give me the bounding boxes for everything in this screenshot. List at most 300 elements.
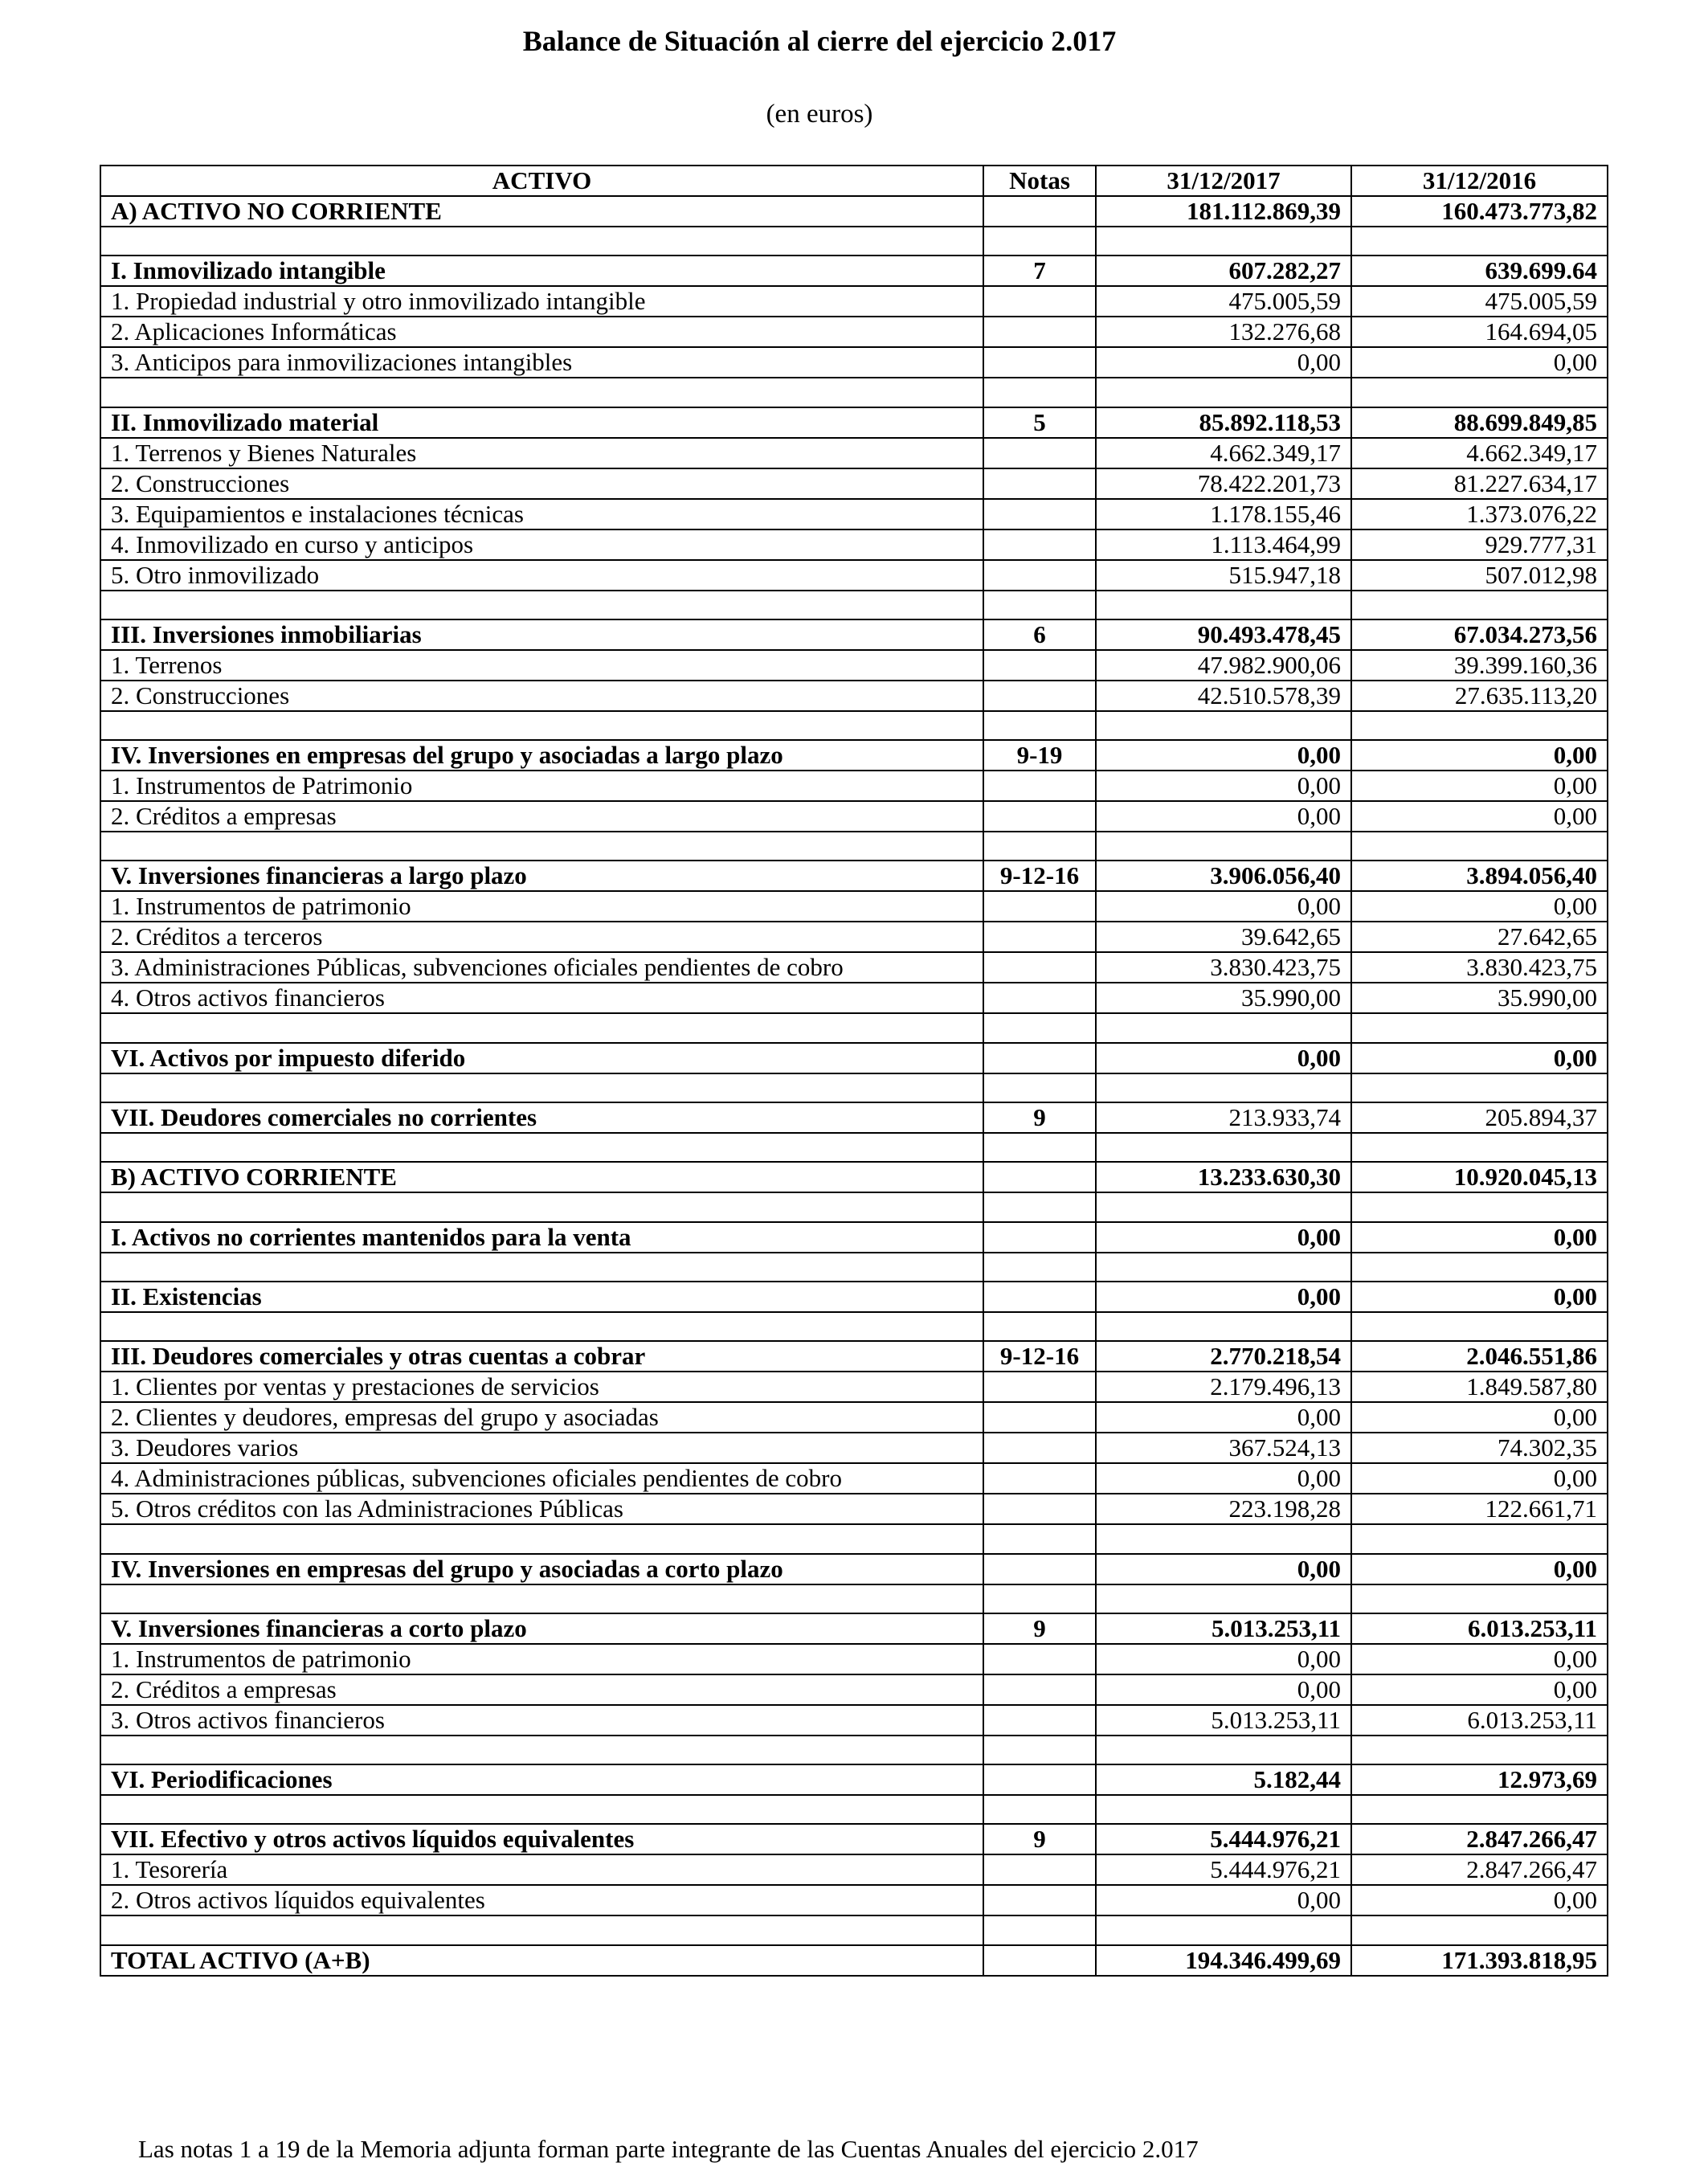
value-2017: 5.013.253,11 (1096, 1613, 1351, 1644)
row-label: 1. Instrumentos de patrimonio (100, 1644, 983, 1674)
row-label: 1. Terrenos y Bienes Naturales (100, 438, 983, 468)
section-row (100, 1043, 1608, 1073)
row-label: 4. Administraciones públicas, subvenciones oficiales pendientes de cobro (100, 1463, 983, 1494)
value-2016: 0,00 (1351, 1885, 1608, 1915)
row-notes (983, 1644, 1096, 1674)
empty-cell (1351, 378, 1608, 407)
empty-cell (1096, 1192, 1351, 1221)
value-2016: 0,00 (1351, 1402, 1608, 1433)
empty-cell (100, 378, 983, 407)
footnote: Las notas 1 a 19 de la Memoria adjunta forman parte integrante de las Cuentas Anuales del ejercicio 2.017 (138, 2135, 1199, 2163)
row-notes (983, 1854, 1096, 1885)
empty-cell (100, 1073, 983, 1102)
row-label: VI. Periodificaciones (100, 1764, 983, 1795)
section-row (100, 1222, 1608, 1253)
empty-cell (1351, 1192, 1608, 1221)
section-row (100, 619, 1608, 650)
value-2017: 2.179.496,13 (1096, 1372, 1351, 1402)
item-row (100, 801, 1608, 832)
row-notes: 9 (983, 1102, 1096, 1133)
row-label: VII. Efectivo y otros activos líquidos equivalentes (100, 1824, 983, 1854)
empty-cell (1096, 1312, 1351, 1341)
blank-row (100, 1524, 1608, 1553)
value-2016: 27.642,65 (1351, 922, 1608, 952)
row-notes (983, 1433, 1096, 1463)
value-2017: 223.198,28 (1096, 1494, 1351, 1524)
value-2016: 6.013.253,11 (1351, 1705, 1608, 1736)
row-notes (983, 1282, 1096, 1312)
blank-row (100, 711, 1608, 740)
header-2017: 31/12/2017 (1096, 166, 1351, 196)
value-2017: 42.510.578,39 (1096, 681, 1351, 711)
item-row (100, 438, 1608, 468)
row-notes: 9 (983, 1613, 1096, 1644)
value-2017: 0,00 (1096, 891, 1351, 922)
row-notes: 9-12-16 (983, 1341, 1096, 1372)
value-2016: 2.847.266,47 (1351, 1854, 1608, 1885)
value-2016: 0,00 (1351, 1463, 1608, 1494)
item-row (100, 560, 1608, 591)
row-label: 3. Administraciones Públicas, subvenciones oficiales pendientes de cobro (100, 952, 983, 983)
blank-row (100, 227, 1608, 256)
empty-cell (983, 1915, 1096, 1944)
row-label: 2. Aplicaciones Informáticas (100, 317, 983, 347)
row-label: VII. Deudores comerciales no corrientes (100, 1102, 983, 1133)
empty-cell (100, 1736, 983, 1764)
empty-cell (1096, 832, 1351, 861)
row-notes (983, 1463, 1096, 1494)
row-notes (983, 1372, 1096, 1402)
value-2017: 90.493.478,45 (1096, 619, 1351, 650)
item-row (100, 1644, 1608, 1674)
row-label: 2. Construcciones (100, 681, 983, 711)
empty-cell (983, 1192, 1096, 1221)
item-row (100, 1494, 1608, 1524)
value-2017: 5.013.253,11 (1096, 1705, 1351, 1736)
value-2017: 367.524,13 (1096, 1433, 1351, 1463)
value-2017: 0,00 (1096, 771, 1351, 801)
value-2016: 507.012,98 (1351, 560, 1608, 591)
row-notes (983, 1494, 1096, 1524)
row-notes: 9 (983, 1824, 1096, 1854)
empty-cell (100, 832, 983, 861)
empty-cell (1096, 1524, 1351, 1553)
row-label: III. Deudores comerciales y otras cuentas a cobrar (100, 1341, 983, 1372)
row-label: IV. Inversiones en empresas del grupo y asociadas a corto plazo (100, 1554, 983, 1584)
row-label: 2. Otros activos líquidos equivalentes (100, 1885, 983, 1915)
section-row (100, 1945, 1608, 1976)
value-2017: 515.947,18 (1096, 560, 1351, 591)
row-label: 1. Instrumentos de Patrimonio (100, 771, 983, 801)
row-label: A) ACTIVO NO CORRIENTE (100, 196, 983, 227)
value-2017: 607.282,27 (1096, 256, 1351, 286)
row-notes (983, 681, 1096, 711)
value-2016: 639.699.64 (1351, 256, 1608, 286)
row-notes (983, 1554, 1096, 1584)
row-label: 1. Terrenos (100, 650, 983, 681)
row-label: 4. Inmovilizado en curso y anticipos (100, 529, 983, 560)
row-notes (983, 1885, 1096, 1915)
empty-cell (983, 1253, 1096, 1282)
section-row (100, 196, 1608, 227)
item-row (100, 650, 1608, 681)
empty-cell (1351, 1013, 1608, 1042)
value-2016: 205.894,37 (1351, 1102, 1608, 1133)
value-2016: 164.694,05 (1351, 317, 1608, 347)
row-notes (983, 650, 1096, 681)
row-label: 1. Instrumentos de patrimonio (100, 891, 983, 922)
value-2017: 475.005,59 (1096, 286, 1351, 317)
empty-cell (983, 1312, 1096, 1341)
row-notes: 9-19 (983, 740, 1096, 771)
item-row (100, 317, 1608, 347)
row-label: 3. Equipamientos e instalaciones técnicas (100, 499, 983, 529)
value-2017: 47.982.900,06 (1096, 650, 1351, 681)
value-2016: 0,00 (1351, 347, 1608, 378)
empty-cell (100, 1312, 983, 1341)
row-label: 2. Créditos a terceros (100, 922, 983, 952)
value-2016: 12.973,69 (1351, 1764, 1608, 1795)
empty-cell (983, 1795, 1096, 1824)
row-notes (983, 771, 1096, 801)
value-2016: 0,00 (1351, 1644, 1608, 1674)
value-2017: 13.233.630,30 (1096, 1162, 1351, 1192)
value-2017: 0,00 (1096, 1463, 1351, 1494)
empty-cell (983, 1736, 1096, 1764)
row-label: 2. Créditos a empresas (100, 1674, 983, 1705)
row-label: V. Inversiones financieras a largo plazo (100, 861, 983, 891)
row-notes (983, 952, 1096, 983)
header-row (100, 166, 1608, 196)
row-notes (983, 317, 1096, 347)
empty-cell (1351, 227, 1608, 256)
value-2017: 0,00 (1096, 740, 1351, 771)
section-row (100, 256, 1608, 286)
value-2017: 5.182,44 (1096, 1764, 1351, 1795)
empty-cell (983, 1073, 1096, 1102)
item-row (100, 1674, 1608, 1705)
row-notes (983, 1764, 1096, 1795)
empty-cell (100, 1013, 983, 1042)
value-2016: 160.473.773,82 (1351, 196, 1608, 227)
document-title: Balance de Situación al cierre del ejercicio 2.017 (522, 25, 1117, 57)
value-2017: 3.830.423,75 (1096, 952, 1351, 983)
value-2017: 1.178.155,46 (1096, 499, 1351, 529)
value-2016: 0,00 (1351, 771, 1608, 801)
item-row (100, 1433, 1608, 1463)
value-2016: 3.830.423,75 (1351, 952, 1608, 983)
row-label: B) ACTIVO CORRIENTE (100, 1162, 983, 1192)
value-2016: 122.661,71 (1351, 1494, 1608, 1524)
header-notas: Notas (983, 166, 1096, 196)
item-row (100, 529, 1608, 560)
item-row (100, 1705, 1608, 1736)
blank-row (100, 1192, 1608, 1221)
value-2016: 475.005,59 (1351, 286, 1608, 317)
value-2017: 0,00 (1096, 1282, 1351, 1312)
section-row (100, 1764, 1608, 1795)
row-notes (983, 801, 1096, 832)
value-2017: 4.662.349,17 (1096, 438, 1351, 468)
value-2016: 4.662.349,17 (1351, 438, 1608, 468)
empty-cell (100, 1584, 983, 1613)
value-2017: 0,00 (1096, 801, 1351, 832)
value-2016: 10.920.045,13 (1351, 1162, 1608, 1192)
empty-cell (100, 1253, 983, 1282)
empty-cell (983, 1584, 1096, 1613)
blank-row (100, 1133, 1608, 1162)
section-row (100, 1554, 1608, 1584)
value-2016: 0,00 (1351, 891, 1608, 922)
item-row (100, 1463, 1608, 1494)
value-2017: 0,00 (1096, 1222, 1351, 1253)
value-2016: 929.777,31 (1351, 529, 1608, 560)
value-2017: 1.113.464,99 (1096, 529, 1351, 560)
value-2016: 81.227.634,17 (1351, 468, 1608, 499)
row-notes (983, 1402, 1096, 1433)
empty-cell (100, 1192, 983, 1221)
section-row (100, 1341, 1608, 1372)
empty-cell (100, 1133, 983, 1162)
item-row (100, 286, 1608, 317)
empty-cell (100, 227, 983, 256)
row-notes: 5 (983, 407, 1096, 438)
row-label: IV. Inversiones en empresas del grupo y asociadas a largo plazo (100, 740, 983, 771)
empty-cell (1351, 832, 1608, 861)
blank-row (100, 1013, 1608, 1042)
row-notes (983, 1705, 1096, 1736)
section-row (100, 1824, 1608, 1854)
empty-cell (1351, 1133, 1608, 1162)
row-label: I. Activos no corrientes mantenidos para la venta (100, 1222, 983, 1253)
row-label: II. Inmovilizado material (100, 407, 983, 438)
empty-cell (983, 591, 1096, 619)
value-2016: 39.399.160,36 (1351, 650, 1608, 681)
blank-row (100, 1584, 1608, 1613)
empty-cell (983, 1133, 1096, 1162)
empty-cell (983, 832, 1096, 861)
value-2016: 67.034.273,56 (1351, 619, 1608, 650)
empty-cell (983, 711, 1096, 740)
header-activo: ACTIVO (100, 166, 983, 196)
item-row (100, 468, 1608, 499)
empty-cell (983, 1524, 1096, 1553)
section-row (100, 740, 1608, 771)
row-notes (983, 438, 1096, 468)
value-2017: 0,00 (1096, 1644, 1351, 1674)
row-notes (983, 1945, 1096, 1976)
value-2016: 2.847.266,47 (1351, 1824, 1608, 1854)
value-2016: 35.990,00 (1351, 983, 1608, 1013)
blank-row (100, 1736, 1608, 1764)
row-label: VI. Activos por impuesto diferido (100, 1043, 983, 1073)
empty-cell (100, 711, 983, 740)
value-2017: 2.770.218,54 (1096, 1341, 1351, 1372)
row-notes (983, 196, 1096, 227)
empty-cell (983, 378, 1096, 407)
value-2017: 78.422.201,73 (1096, 468, 1351, 499)
value-2016: 3.894.056,40 (1351, 861, 1608, 891)
item-row (100, 771, 1608, 801)
empty-cell (1096, 1736, 1351, 1764)
empty-cell (100, 1915, 983, 1944)
value-2017: 39.642,65 (1096, 922, 1351, 952)
value-2017: 0,00 (1096, 1043, 1351, 1073)
section-row (100, 861, 1608, 891)
value-2017: 0,00 (1096, 1402, 1351, 1433)
section-row (100, 407, 1608, 438)
value-2016: 0,00 (1351, 1282, 1608, 1312)
empty-cell (1351, 711, 1608, 740)
row-notes (983, 1222, 1096, 1253)
row-label: TOTAL ACTIVO (A+B) (100, 1945, 983, 1976)
empty-cell (100, 1795, 983, 1824)
empty-cell (1351, 1736, 1608, 1764)
row-label: I. Inmovilizado intangible (100, 256, 983, 286)
value-2017: 5.444.976,21 (1096, 1824, 1351, 1854)
blank-row (100, 1253, 1608, 1282)
section-row (100, 1102, 1608, 1133)
row-notes (983, 347, 1096, 378)
item-row (100, 347, 1608, 378)
empty-cell (983, 1013, 1096, 1042)
empty-cell (983, 227, 1096, 256)
empty-cell (1351, 1312, 1608, 1341)
empty-cell (1351, 1915, 1608, 1944)
empty-cell (1351, 1584, 1608, 1613)
item-row (100, 922, 1608, 952)
row-notes (983, 922, 1096, 952)
value-2017: 132.276,68 (1096, 317, 1351, 347)
value-2016: 74.302,35 (1351, 1433, 1608, 1463)
row-notes: 6 (983, 619, 1096, 650)
value-2016: 6.013.253,11 (1351, 1613, 1608, 1644)
blank-row (100, 591, 1608, 619)
row-label: 3. Deudores varios (100, 1433, 983, 1463)
value-2016: 0,00 (1351, 740, 1608, 771)
item-row (100, 1372, 1608, 1402)
empty-cell (1096, 1073, 1351, 1102)
row-notes (983, 560, 1096, 591)
value-2017: 194.346.499,69 (1096, 1945, 1351, 1976)
blank-row (100, 832, 1608, 861)
empty-cell (100, 591, 983, 619)
value-2016: 27.635.113,20 (1351, 681, 1608, 711)
section-row (100, 1282, 1608, 1312)
empty-cell (1351, 1253, 1608, 1282)
row-notes (983, 468, 1096, 499)
empty-cell (1351, 591, 1608, 619)
value-2016: 0,00 (1351, 1554, 1608, 1584)
row-label: 1. Propiedad industrial y otro inmovilizado intangible (100, 286, 983, 317)
empty-cell (1096, 591, 1351, 619)
balance-sheet-table (100, 165, 1608, 1977)
value-2016: 88.699.849,85 (1351, 407, 1608, 438)
row-notes: 7 (983, 256, 1096, 286)
blank-row (100, 378, 1608, 407)
value-2017: 181.112.869,39 (1096, 196, 1351, 227)
empty-cell (1096, 1013, 1351, 1042)
value-2016: 1.373.076,22 (1351, 499, 1608, 529)
row-notes: 9-12-16 (983, 861, 1096, 891)
row-notes (983, 1043, 1096, 1073)
item-row (100, 1402, 1608, 1433)
blank-row (100, 1795, 1608, 1824)
empty-cell (1096, 1915, 1351, 1944)
value-2017: 0,00 (1096, 347, 1351, 378)
item-row (100, 983, 1608, 1013)
empty-cell (1351, 1795, 1608, 1824)
empty-cell (1351, 1073, 1608, 1102)
blank-row (100, 1312, 1608, 1341)
value-2017: 0,00 (1096, 1885, 1351, 1915)
value-2017: 5.444.976,21 (1096, 1854, 1351, 1885)
empty-cell (1096, 1253, 1351, 1282)
empty-cell (1096, 1584, 1351, 1613)
value-2016: 0,00 (1351, 1674, 1608, 1705)
row-notes (983, 529, 1096, 560)
blank-row (100, 1915, 1608, 1944)
row-label: 3. Otros activos financieros (100, 1705, 983, 1736)
empty-cell (100, 1524, 983, 1553)
empty-cell (1096, 1133, 1351, 1162)
item-row (100, 1854, 1608, 1885)
value-2017: 0,00 (1096, 1674, 1351, 1705)
empty-cell (1096, 227, 1351, 256)
currency-subtitle: (en euros) (766, 100, 873, 129)
value-2016: 2.046.551,86 (1351, 1341, 1608, 1372)
value-2017: 213.933,74 (1096, 1102, 1351, 1133)
row-label: 2. Clientes y deudores, empresas del grupo y asociadas (100, 1402, 983, 1433)
value-2017: 0,00 (1096, 1554, 1351, 1584)
row-label: 4. Otros activos financieros (100, 983, 983, 1013)
item-row (100, 891, 1608, 922)
value-2016: 171.393.818,95 (1351, 1945, 1608, 1976)
row-label: II. Existencias (100, 1282, 983, 1312)
item-row (100, 952, 1608, 983)
empty-cell (1096, 1795, 1351, 1824)
row-notes (983, 1162, 1096, 1192)
empty-cell (1096, 378, 1351, 407)
item-row (100, 499, 1608, 529)
row-notes (983, 499, 1096, 529)
row-label: III. Inversiones inmobiliarias (100, 619, 983, 650)
row-notes (983, 891, 1096, 922)
row-label: V. Inversiones financieras a corto plazo (100, 1613, 983, 1644)
row-notes (983, 286, 1096, 317)
row-notes (983, 983, 1096, 1013)
item-row (100, 1885, 1608, 1915)
row-label: 2. Créditos a empresas (100, 801, 983, 832)
row-label: 3. Anticipos para inmovilizaciones intangibles (100, 347, 983, 378)
value-2017: 3.906.056,40 (1096, 861, 1351, 891)
empty-cell (1096, 711, 1351, 740)
value-2016: 0,00 (1351, 1043, 1608, 1073)
table-header (100, 166, 1608, 196)
value-2016: 0,00 (1351, 801, 1608, 832)
section-row (100, 1613, 1608, 1644)
row-label: 5. Otro inmovilizado (100, 560, 983, 591)
value-2016: 1.849.587,80 (1351, 1372, 1608, 1402)
empty-cell (1351, 1524, 1608, 1553)
value-2017: 35.990,00 (1096, 983, 1351, 1013)
value-2016: 0,00 (1351, 1222, 1608, 1253)
row-label: 1. Clientes por ventas y prestaciones de servicios (100, 1372, 983, 1402)
header-2016: 31/12/2016 (1351, 166, 1608, 196)
row-label: 2. Construcciones (100, 468, 983, 499)
row-notes (983, 1674, 1096, 1705)
row-label: 1. Tesorería (100, 1854, 983, 1885)
